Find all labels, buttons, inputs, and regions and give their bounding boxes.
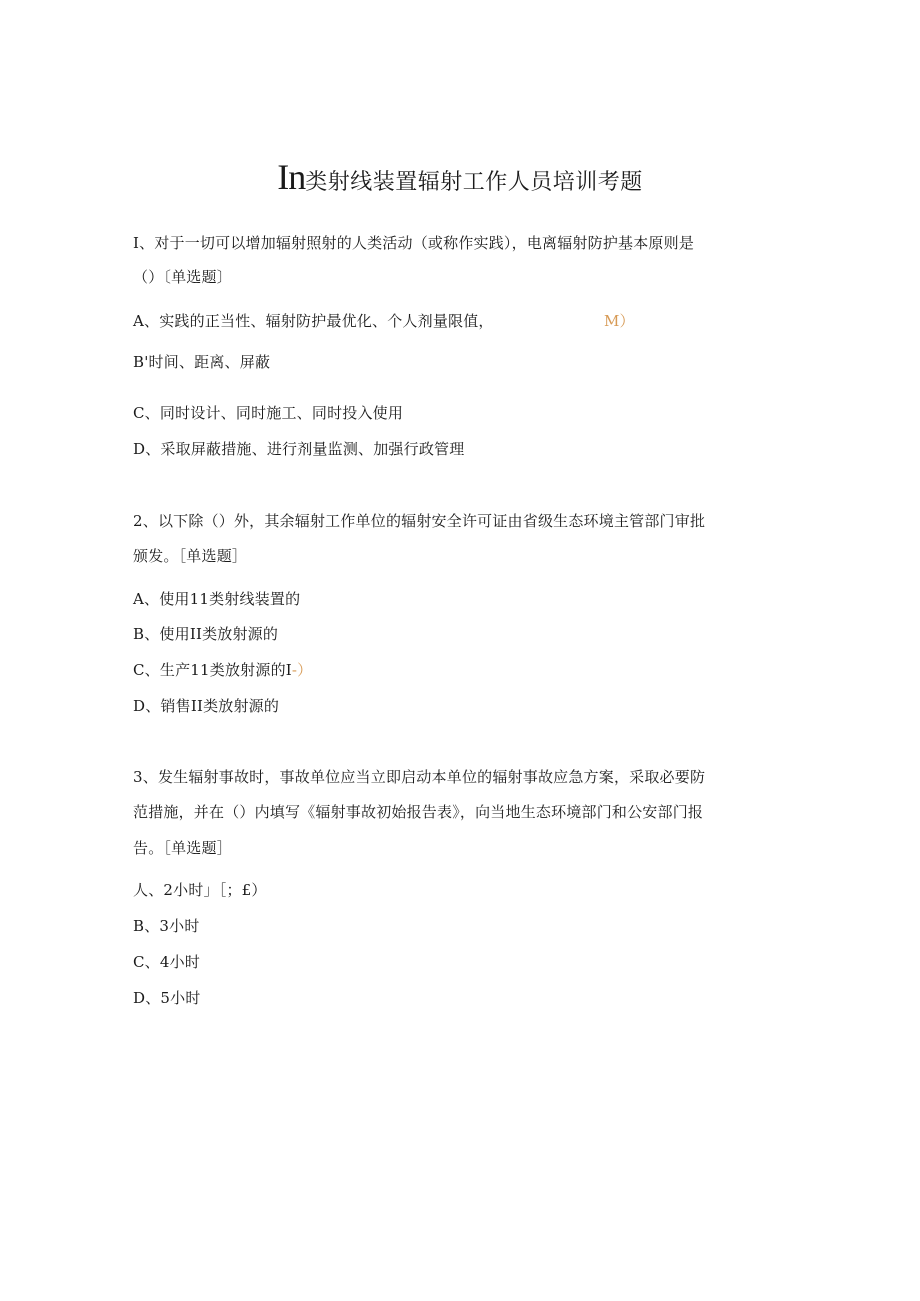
option-mark: M） <box>604 312 635 330</box>
question-3-option-c[interactable]: C、4小时 <box>133 953 201 971</box>
question-1-stem-line-2: （）〔单选题〕 <box>133 268 232 286</box>
question-1-option-a[interactable] <box>133 311 635 331</box>
option-text: A、实践的正当性、辐射防护最优化、个人剂量限值， <box>133 312 494 330</box>
question-2-option-c[interactable] <box>133 660 312 680</box>
question-2-stem-line-1: 2、以下除（）外，其余辐射工作单位的辐射安全许可证由省级生态环境主管部门审批 <box>133 512 706 530</box>
question-2-stem-line-2: 颁发。［单选题］ <box>133 547 248 565</box>
page-title <box>0 156 920 198</box>
question-1-option-d[interactable]: D、采取屏蔽措施、进行剂量监测、加强行政管理 <box>133 440 465 458</box>
question-2-option-b[interactable]: B、使用II类放射源的 <box>133 625 279 643</box>
question-3-stem-line-1: 3、发生辐射事故时，事故单位应当立即启动本单位的辐射事故应急方案，采取必要防 <box>133 768 706 786</box>
question-3-stem-line-3: 告。［单选题］ <box>133 839 232 857</box>
title-text: 类射线装置辐射工作人员培训考题 <box>305 170 643 195</box>
question-2-option-a[interactable]: A、使用11类射线装置的 <box>133 590 301 608</box>
title-prefix: In <box>277 157 306 197</box>
question-1-option-c[interactable]: C、同时设计、同时施工、同时投入使用 <box>133 404 404 422</box>
question-3-stem-line-2: 范措施，并在（）内填写《辐射事故初始报告表》，向当地生态环境部门和公安部门报 <box>133 803 704 821</box>
question-2-option-d[interactable]: D、销售II类放射源的 <box>133 697 280 715</box>
question-3-option-a[interactable]: 人、2小时」［；£） <box>133 881 267 899</box>
question-3-option-b[interactable]: B、3小时 <box>133 917 200 935</box>
option-mark: -） <box>291 661 313 679</box>
question-1-option-b[interactable]: B'时间、距离、屏蔽 <box>133 353 271 371</box>
question-1-stem-line-1: I、对于一切可以增加辐射照射的人类活动（或称作实践），电离辐射防护基本原则是 <box>133 234 695 252</box>
question-3-option-d[interactable]: D、5小时 <box>133 989 201 1007</box>
option-text: C、生产11类放射源的I <box>133 661 292 679</box>
